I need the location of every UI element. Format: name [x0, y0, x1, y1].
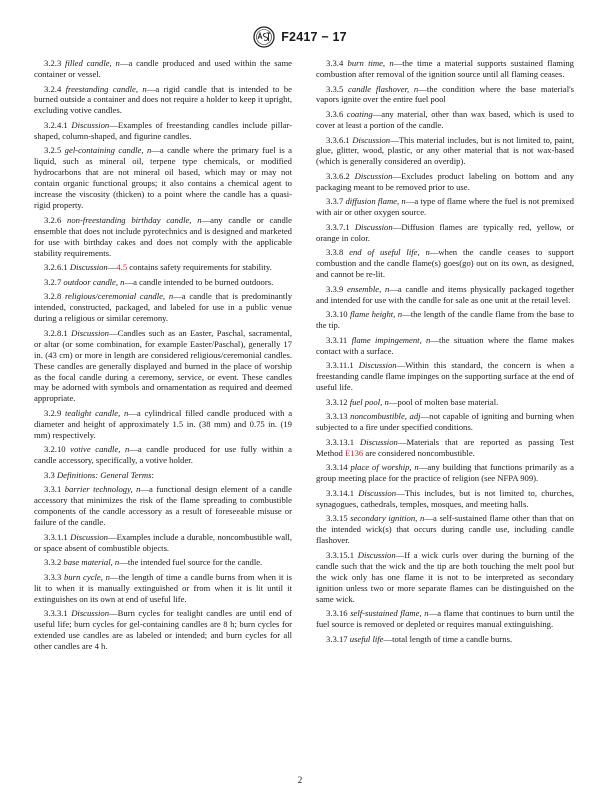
definition-paragraph: [316, 247, 574, 280]
definition-text: —a candle where the primary fuel is a liquid, such as mineral oil, terpene type chemicals, or modified hydrocarbons that are not mineral oil based, which may or may not contain organic functional groups; it also contains a chemical agent to increase the viscosity (thicken) to a point where the candle has a quasi-rigid property.: [34, 145, 293, 211]
definition-text: —Examples of freestanding candles include pillar-shaped, column-shaped, and figurine candles.: [34, 119, 292, 141]
section-number: 3.2.6.1: [44, 262, 68, 273]
definition-text: :: [151, 469, 154, 480]
section-number: 3.2.5: [44, 145, 62, 156]
section-number: 3.2.9: [44, 407, 62, 418]
definition-paragraph: [316, 284, 574, 306]
definition-text: —Burn cycles for tealight candles are until end of useful life; burn cycles for gel-containing candles are 8 h; burn cycles for extended use candles are as labeled or intended; and burn cycles for all other candles are 4 h.: [34, 608, 292, 652]
definition-text: —a functional design element of a candle accessory that minimizes the risk of the flame spreading to combustible components of the candle accessory as a result of foreseeable misuse or failure of the candle.: [34, 484, 292, 528]
defined-term: end of useful life, n: [349, 247, 430, 258]
defined-term: flame impingement, n: [351, 334, 431, 345]
defined-term: Discussion: [70, 531, 108, 542]
defined-term: noncombustible, adj: [350, 411, 421, 422]
definition-text: are considered noncombustible.: [363, 447, 475, 458]
definition-text: —any candle or candle ensemble that does not include pyrotechnics and is designed and marketed for use with birthday cakes and does not comply with the applicable stability requirements.: [34, 214, 293, 258]
defined-term: Definitions: General Terms: [56, 469, 152, 480]
definition-text: —Candles such as an Easter, Paschal, sacramental, or altar (or some combination, for example Easter/Paschal), generally 17 in. (43 cm) or more in length are considered religious/ceremonial candles. These candles are generally displayed and burned in the place of worship as the focal candle during a ceremony, service, or event. These candles may be adorned with symbols and ornamentation as required and deemed appropriate.: [34, 327, 293, 404]
definition-paragraph: [316, 58, 574, 80]
defined-term: religious/ceremonial candle, n: [64, 291, 174, 302]
definition-text: —a candle and items physically packaged together and intended for use with the candle for sale as one unit at the retail level.: [316, 283, 575, 305]
defined-term: Discussion: [354, 170, 393, 181]
cross-reference-link[interactable]: E136: [345, 447, 364, 458]
definition-paragraph: [316, 171, 574, 193]
definition-paragraph: [316, 222, 574, 244]
section-number: 3.2.8: [44, 291, 62, 302]
section-number: 3.3.15.1: [326, 549, 355, 560]
definition-text: —the time a material supports sustained flaming combustion after removal of the ignition source until all flaming ceases.: [316, 58, 574, 79]
section-number: 3.2.3: [44, 58, 62, 68]
defined-term: Discussion: [354, 221, 393, 232]
defined-term: useful life: [349, 633, 384, 644]
definition-paragraph: [34, 84, 292, 117]
definition-paragraph: [34, 328, 292, 405]
definition-text: —any material, other than wax based, which is used to cover at least a portion of the candle.: [316, 109, 574, 130]
definition-paragraph: [34, 470, 292, 481]
section-number: 3.2.4: [44, 83, 62, 94]
definition-text: —the intended fuel source for the candle.: [119, 557, 263, 568]
defined-term: burn cycle, n: [63, 571, 110, 582]
definition-text: —any building that functions primarily as a group meeting place for the practice of religion (see NFPA 909).: [316, 462, 574, 484]
defined-term: burn time, n: [347, 58, 394, 68]
section-number: 3.3.6.1: [326, 134, 350, 145]
definition-paragraph: [34, 145, 292, 211]
section-number: 3.3.17: [326, 633, 348, 644]
definition-paragraph: [34, 277, 292, 288]
cross-reference-link[interactable]: 4.5: [116, 262, 128, 273]
defined-term: base material, n: [63, 557, 120, 568]
section-number: 3.3.2: [44, 557, 62, 568]
defined-term: gel-containing candle, n: [64, 145, 152, 156]
defined-term: Discussion: [357, 549, 396, 560]
definition-paragraph: [316, 360, 574, 393]
defined-term: Discussion: [71, 327, 109, 338]
definition-text: —If a wick curls over during the burning of the candle such that the wick and the tip are both touching the melt pool but the wick only has one flame it is not to be interpreted as secondary ignition unless two or more separate flames can be distinguished on the same wick.: [316, 549, 574, 604]
section-number: 3.3: [44, 469, 55, 480]
definition-text: —a self-sustained flame other than that on the intended wick(s) that occurs during candle use, including candle flashover.: [316, 513, 574, 546]
definition-paragraph: [316, 462, 574, 484]
defined-term: secondary ignition, n: [350, 513, 425, 524]
defined-term: Discussion: [352, 134, 391, 145]
defined-term: Discussion: [359, 436, 398, 447]
section-number: 3.3.10: [326, 309, 348, 320]
page-number: 2: [297, 775, 303, 785]
definition-paragraph: [316, 488, 574, 510]
section-number: 3.3.16: [326, 608, 348, 619]
defined-term: Discussion: [69, 262, 108, 273]
section-number: 3.3.15: [326, 513, 348, 524]
definition-text: —total length of time a candle burns.: [383, 633, 513, 644]
definition-paragraph: [316, 109, 574, 131]
defined-term: Discussion: [358, 360, 397, 371]
definition-text: —This includes, but is not limited to, churches, synagogues, cathedrals, temples, mosques, and meeting halls.: [316, 487, 574, 509]
definition-paragraph: [316, 411, 574, 433]
definition-text: —This material includes, but is not limited to, paint, glue, glitter, wood, plastic, or any other material that is not wax-based (which is generally considered an overdip).: [316, 134, 574, 167]
section-number: 3.2.7: [44, 276, 62, 287]
section-number: 3.3.11.1: [326, 360, 354, 371]
section-number: 3.3.3: [44, 571, 62, 582]
defined-term: filled candle, n: [65, 58, 120, 68]
definition-paragraph: [34, 444, 292, 466]
definition-text: —the condition where the base material's vapors ignite over the entire fuel pool: [316, 83, 575, 105]
definition-text: —a cylindrical filled candle produced with a diameter and height of approximately 1.5 in. (38 mm) and 0.75 in. (19 mm) respectively.: [34, 407, 293, 440]
definition-text: —the length of time a candle burns from when it is lit to when it is manually extinguished or from when it is lit until it extinguishes on its own at end of useful life.: [34, 571, 292, 604]
definition-text: —when the candle ceases to support combustion and the candle flame(s) goes(go) out on its own, as designed, and cannot be re-lit.: [316, 247, 574, 280]
definition-paragraph: [34, 58, 292, 80]
section-number: 3.3.6: [326, 109, 344, 119]
definition-text: contains safety requirements for stability.: [127, 262, 272, 273]
definition-text: —pool of molten base material.: [388, 396, 499, 407]
section-number: 3.3.6.2: [326, 170, 350, 181]
section-number: 3.3.8: [326, 247, 344, 258]
definition-text: —a rigid candle that is intended to be burned outside a container and does not require a holder to keep it upright, excluding votive candles.: [34, 83, 293, 116]
section-number: 3.3.7.1: [326, 221, 350, 232]
definition-text: —a candle that is predominantly intended, constructed, packaged, and labeled for use in a public venue during a religious or similar ceremony.: [34, 291, 293, 324]
definition-paragraph: [316, 513, 574, 546]
defined-term: ensemble, n: [346, 283, 390, 294]
definition-paragraph: [34, 262, 292, 273]
defined-term: self-sustained flame, n: [350, 608, 429, 619]
section-number: 3.3.12: [326, 396, 348, 407]
definition-text: —the situation where the flame makes contact with a surface.: [316, 334, 575, 356]
definition-text: —Within this standard, the concern is when a freestanding candle flame impinges on the supporting surface at the end of useful life.: [316, 360, 574, 393]
definition-paragraph: [34, 291, 292, 324]
definition-paragraph: [316, 335, 574, 357]
defined-term: tealight candle, n: [65, 407, 129, 418]
section-number: 3.3.14: [326, 462, 348, 473]
section-number: 3.3.13.1: [326, 436, 355, 447]
definition-paragraph: [34, 608, 292, 652]
definition-paragraph: [34, 557, 292, 568]
section-number: 3.3.1.1: [44, 531, 68, 542]
definition-paragraph: [34, 484, 292, 528]
defined-term: votive candle, n: [70, 444, 130, 455]
definition-text: —Diffusion flames are typically red, yellow, or orange in color.: [316, 221, 574, 243]
section-number: 3.3.14.1: [326, 487, 355, 498]
definition-text: —Excludes product labeling on bottom and any packaging meant to be removed prior to use.: [316, 170, 575, 192]
definition-paragraph: [34, 408, 292, 441]
left-column: [34, 58, 292, 656]
page-header: [0, 26, 600, 48]
section-number: 3.3.9: [326, 283, 344, 294]
section-number: 3.3.11: [326, 334, 348, 345]
defined-term: diffusion flame, n: [345, 196, 406, 207]
defined-term: Discussion: [71, 119, 110, 130]
definition-paragraph: [316, 84, 574, 106]
section-number: 3.2.10: [44, 444, 66, 455]
defined-term: barrier technology, n: [64, 484, 141, 495]
defined-term: Discussion: [358, 487, 397, 498]
definition-paragraph: [316, 608, 574, 630]
definition-text: —not capable of igniting and burning when subjected to a fire under specified conditions.: [316, 411, 575, 433]
definition-paragraph: [316, 309, 574, 331]
definition-paragraph: [34, 120, 292, 142]
defined-term: outdoor candle, n: [63, 276, 125, 287]
definition-text: —a candle produced and used within the same container or vessel.: [34, 58, 292, 79]
definition-text: —a candle produced for use fully within a candle accessory, specifically, a votive holder.: [34, 444, 292, 466]
definition-text: —Materials that are reported as passing Test Method: [316, 436, 574, 458]
section-number: 3.3.7: [326, 196, 344, 207]
definition-paragraph: [34, 215, 292, 259]
section-number: 3.2.4.1: [44, 119, 68, 130]
definition-text: —a flame that continues to burn until the fuel source is removed or depleted or requires manual extinguishing.: [316, 608, 574, 630]
astm-logo-icon: [253, 26, 275, 48]
section-number: 3.2.6: [44, 214, 62, 225]
section-number: 3.2.8.1: [44, 327, 68, 338]
defined-term: place of worship, n: [350, 462, 419, 473]
section-number: 3.3.13: [326, 411, 348, 422]
definition-paragraph: [316, 437, 574, 459]
definition-text: —Examples include a durable, noncombustible wall, or space absent of combustible objects.: [34, 531, 292, 553]
section-number: 3.3.4: [326, 58, 344, 68]
definition-paragraph: [316, 196, 574, 218]
definition-paragraph: [34, 532, 292, 554]
defined-term: flame height, n: [350, 309, 403, 320]
defined-term: fuel pool, n: [349, 396, 389, 407]
defined-term: candle flashover, n: [348, 83, 419, 94]
definition-text: —a candle intended to be burned outdoors.: [124, 276, 274, 287]
defined-term: Discussion: [71, 608, 110, 619]
section-number: 3.3.3.1: [44, 608, 68, 619]
definition-paragraph: [316, 135, 574, 168]
defined-term: non-freestanding birthday candle, n: [67, 214, 202, 225]
definition-text: —the length of the candle flame from the base to the tip.: [316, 309, 574, 331]
defined-term: coating: [346, 109, 373, 119]
definition-paragraph: [316, 550, 574, 605]
definition-paragraph: [316, 634, 574, 645]
defined-term: freestanding candle, n: [65, 83, 147, 94]
right-column: [316, 58, 574, 648]
definition-text: —: [107, 262, 117, 273]
definition-paragraph: [34, 572, 292, 605]
definition-text: —a type of flame where the fuel is not premixed with air or other oxygen source.: [316, 196, 574, 218]
section-number: 3.3.5: [326, 83, 344, 94]
definition-paragraph: [316, 397, 574, 408]
standard-designation: F2417 − 17: [281, 30, 347, 44]
section-number: 3.3.1: [44, 484, 62, 495]
